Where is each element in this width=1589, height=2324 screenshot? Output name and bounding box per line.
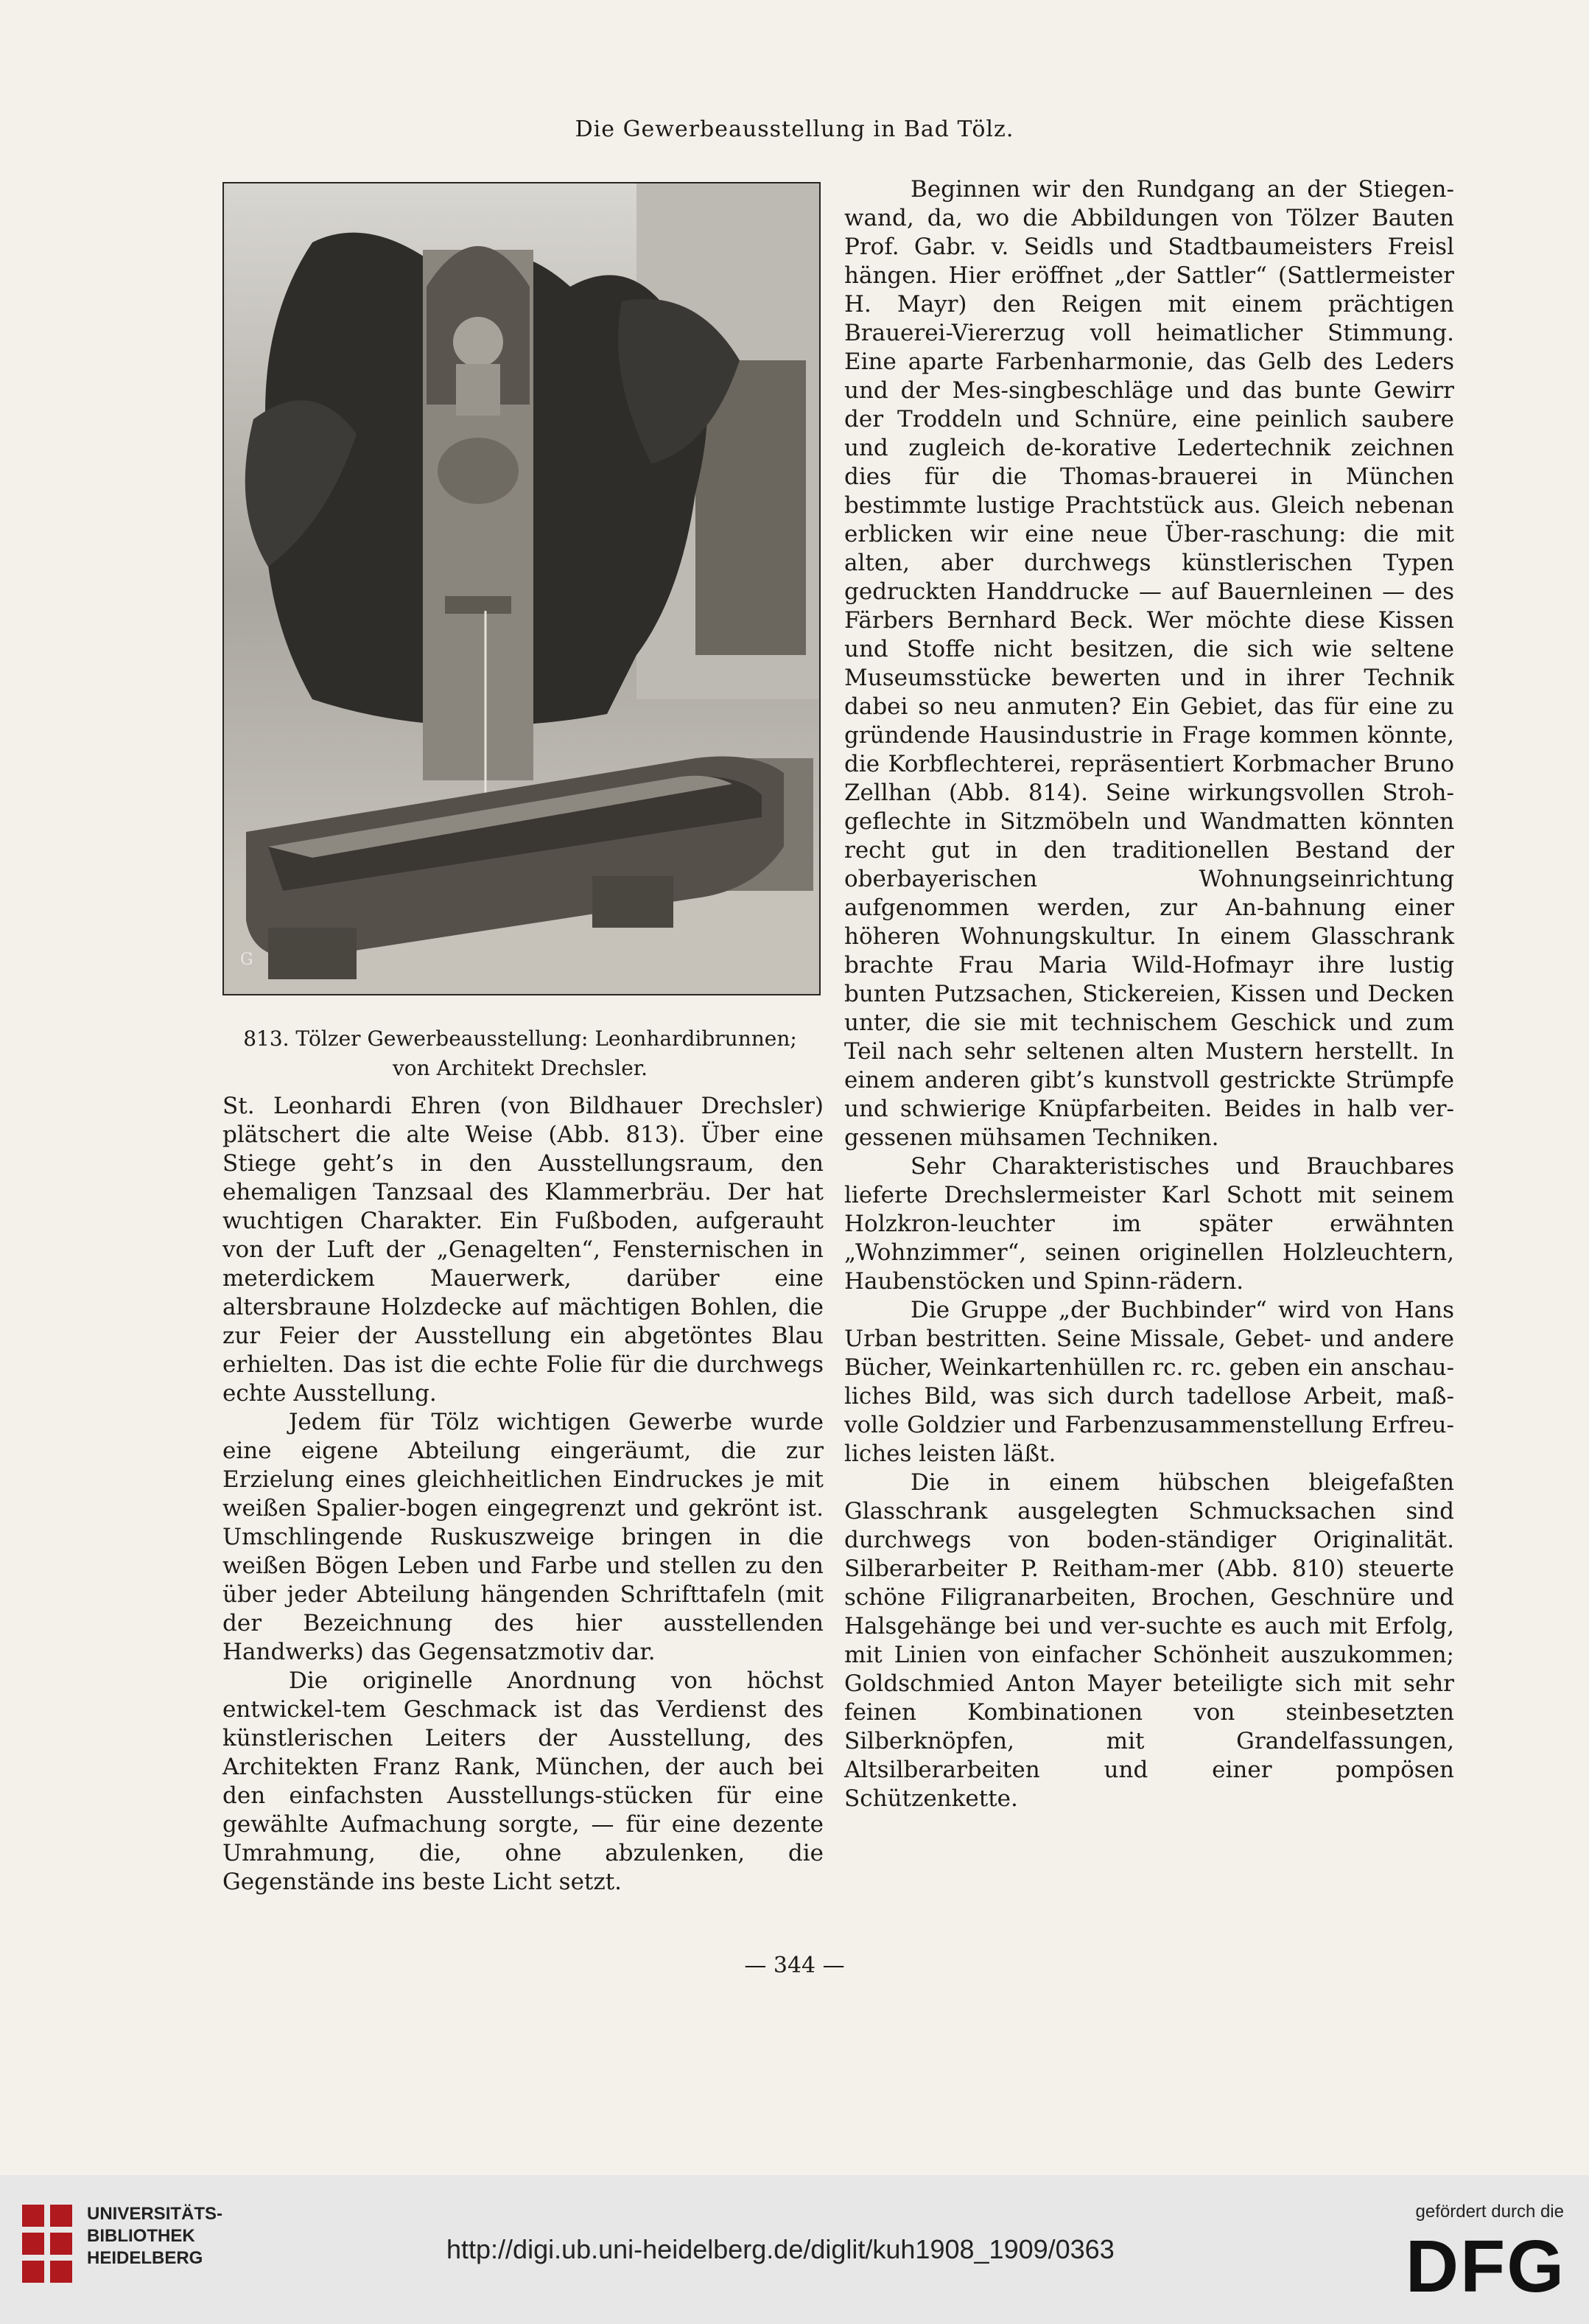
caption-line-2: von Architekt Drechsler. xyxy=(392,1056,648,1080)
caption-line-1: 813. Tölzer Gewerbeausstellung: Leonhardibrunnen; xyxy=(243,1026,797,1051)
running-title: Die Gewerbeausstellung in Bad Tölz. xyxy=(575,116,1014,142)
source-url-link[interactable]: http://digi.ub.uni-heidelberg.de/diglit/kuh1908_1909/0363 xyxy=(446,2234,1115,2264)
right-paragraph-4: Die in einem hübschen bleigefaßten Glasschrank ausgelegten Schmucksachen sind durchwegs von boden-ständiger Originalität. Silberarbeiter P. Reitham-mer (Abb. 810) steuerte schöne Filigranarbeiten, Brochen, Geschnüre und Halsgehänge bei und ver-suchte es auch mit Erfolg, mit Linien von einfacher Schönheit auszukommen; Goldschmied Anton Mayer beteiligte sich mit sehr feinen Kombinationen von steinbesetzten Silberknöpfen, mit Grandelfassungen, Altsilberarbeiten und einer pompösen Schützenkette. xyxy=(844,1469,1454,1812)
sponsor-caption: gefördert durch die xyxy=(1415,2202,1564,2222)
fountain-photograph xyxy=(222,182,821,995)
right-paragraph-1: Beginnen wir den Rundgang an der Stiegen-wand, da, wo die Abbildungen von Tölzer Bauten Prof. Gabr. v. Seidls und Stadtbaumeisters Freisl hängen. Hier eröffnet „der Sattler“ (Sattlermeister H. Mayr) den Reigen mit einem prächtigen Brauerei-Viererzug voll heimatlicher Stimmung. Eine aparte Farbenharmonie, das Gelb des Leders und der Mes-singbeschläge und das bunte Gewirr der Troddeln und Schnüre, eine peinlich saubere und zugleich de-korative Ledertechnik zeichnen dies für die Thomas-brauerei in München bestimmte lustige Prachtstück aus. Gleich nebenan erblicken wir eine neue Über-raschung: die mit alten, aber durchwegs künstlerischen Typen gedruckten Handdrucke — auf Bauernleinen — des Färbers Bernhard Beck. Wer möchte diese Kissen und Stoffe nicht besitzen, die sich wie seltene Museumsstücke bewerten und in ihrer Technik dabei so neu anmuten? Ein Gebiet, das für eine zu gründende Hausindustrie in Frage kommen könnte, die Korbflechterei, repräsentiert Korbmacher Bruno Zellhan (Abb. 814). Seine wirkungsvollen Stroh-geflechte in Sitzmöbeln und Wandmatten könnten recht gut in den traditionellen Bestand der oberbayerischen Wohnungseinrichtung aufgenommen werden, zur An-bahnung einer höheren Wohnungskultur. In einem Glasschrank brachte Frau Maria Wild-Hofmayr ihre lustig bunten Putzsachen, Stickereien, Kissen und Decken unter, die sie mit technischem Geschick und zum Teil nach sehr seltenen alten Mustern herstellt. In einem anderen gibt’s kunstvoll gestrickte Strümpfe und schwierige Knüpfarbeiten. Beides in halb ver-gessenen mühsamen Techniken. xyxy=(844,176,1454,1151)
left-paragraph-1: St. Leonhardi Ehren (von Bildhauer Drechsler) plätschert die alte Weise (Abb. 813). Über eine Stiege geht’s in den Ausstellungsraum, den ehemaligen Tanzsaal des Klammerbräu. Der hat wuchtigen Charakter. Ein Fußboden, aufgerauht von der Luft der „Genagelten“, Fensternischen in meterdickem Mauerwerk, darüber eine altersbraune Holzdecke auf mächtigen Bohlen, die zur Feier der Ausstellung ein abgetöntes Blau erhielten. Das ist die echte Folie für die durchwegs echte Ausstellung. xyxy=(222,1093,824,1407)
left-paragraph-2: Jedem für Tölz wichtigen Gewerbe wurde eine eigene Abteilung eingeräumt, die zur Erzielung eines gleichheitlichen Eindruckes je mit weißen Spalier-bogen eingegrenzt und gekrönt ist. Umschlingende Ruskuszweige bringen in die weißen Bögen Leben und Farbe und stellen zu den über jeder Abteilung hängenden Schrifttafeln (mit der Bezeichnung des hier ausstellenden Handwerks) das Gegensatzmotiv dar. xyxy=(222,1409,824,1665)
left-paragraph-3: Die originelle Anordnung von höchst entwickel-tem Geschmack ist das Verdienst des künstlerischen Leiters der Ausstellung, des Architekten Franz Rank, München, der auch bei den einfachsten Ausstellungs-stücken für eine gewählte Aufmachung sorgte, — für eine dezente Umrahmung, die, ohne abzulenken, die Gegenstände ins beste Licht setzt. xyxy=(222,1667,824,1895)
figure-caption xyxy=(222,1024,818,1083)
library-line-3: HEIDELBERG xyxy=(87,2248,203,2268)
dfg-logo: DFG xyxy=(1405,2225,1565,2308)
digitization-footer xyxy=(0,2175,1589,2324)
right-paragraph-2: Sehr Charakteristisches und Brauchbares lieferte Drechslermeister Karl Schott mit seinem Holzkron-leuchter im später erwähnten „Wohnzimmer“, seinen originellen Holzleuchtern, Haubenstöcken und Spinn-rädern. xyxy=(844,1153,1454,1295)
university-library-name xyxy=(87,2203,222,2269)
right-column xyxy=(844,175,1454,1813)
right-paragraph-3: Die Gruppe „der Buchbinder“ wird von Hans Urban bestritten. Seine Missale, Gebet- und andere Bücher, Weinkartenhüllen rc. rc. geben ein anschau-liches Bild, was sich durch tadellose Arbeit, maß-volle Goldzier und Farbenzusammenstellung Erfreu-liches leisten läßt. xyxy=(844,1297,1454,1467)
library-line-2: BIBLIOTHEK xyxy=(87,2226,195,2246)
page-number: — 344 — xyxy=(744,1953,845,1978)
university-library-logo-icon xyxy=(22,2205,74,2286)
left-column xyxy=(222,1092,824,1897)
library-line-1: UNIVERSITÄTS- xyxy=(87,2204,223,2224)
svg-text:G: G xyxy=(240,951,253,969)
